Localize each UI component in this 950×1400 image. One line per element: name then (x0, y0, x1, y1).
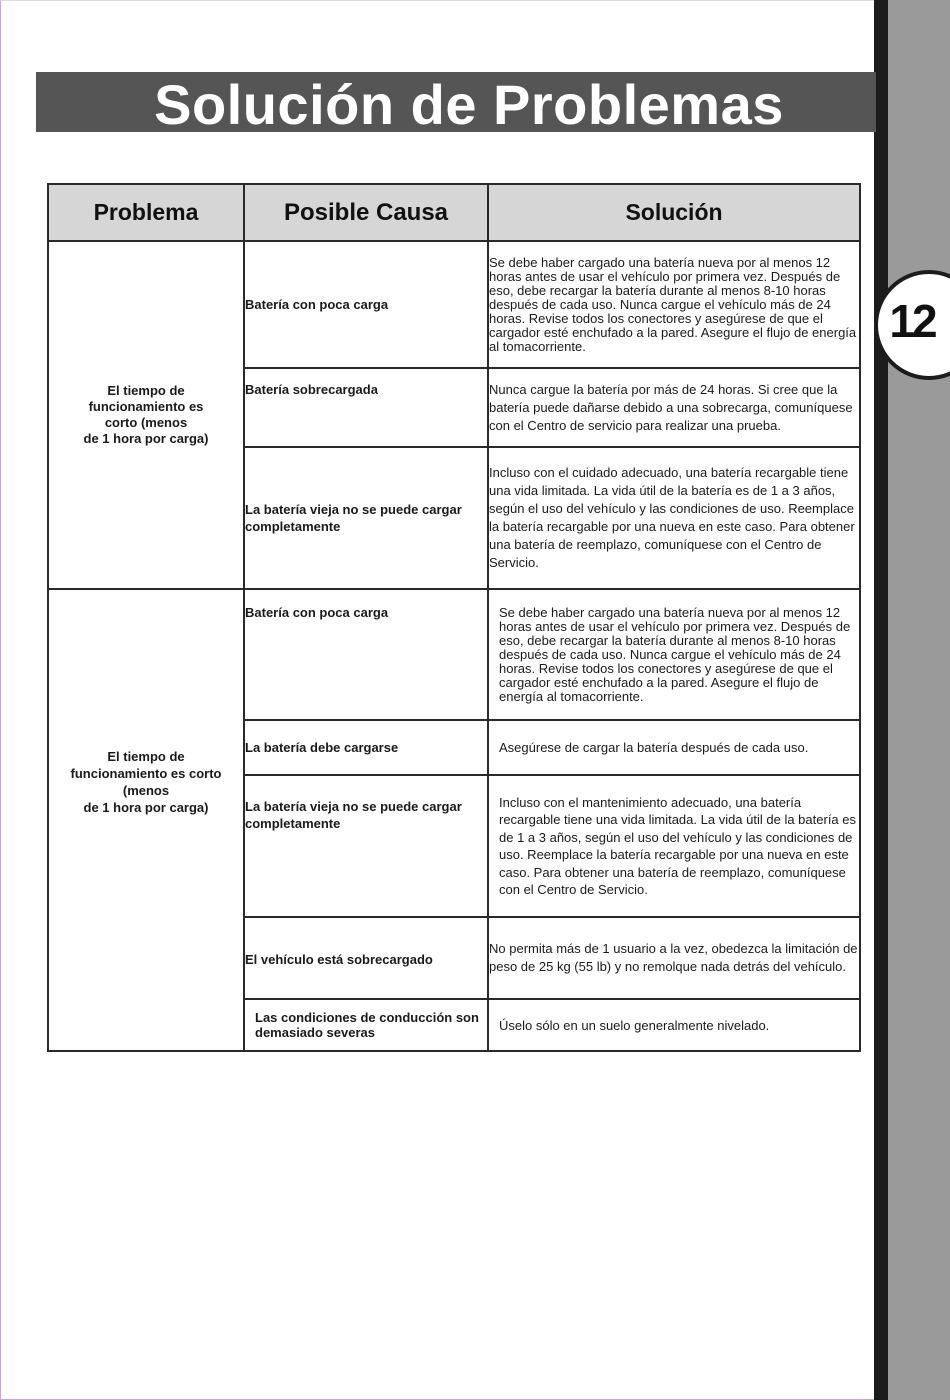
problem-line: corto (menos (104, 415, 188, 430)
problem-line: El tiempo de (107, 749, 185, 764)
solution-cell: Se debe haber cargado una batería nueva por al menos 12 horas antes de usar el vehículo por primera vez. Después de eso, debe recargar la batería durante al menos 8-10 horas después de cada uso. Nunca cargue el vehículo más de 24 horas. Revise todos los conectores y asegúrese de que el cargador esté enchufado a la pared. Asegure el flujo de energía al tomacorriente. (488, 241, 860, 368)
header-solution: Solución (488, 184, 860, 241)
cause-cell: Batería con poca carga (244, 589, 488, 720)
solution-cell: Incluso con el mantenimiento adecuado, una batería recargable tiene una vida limitada. La vida útil de la batería es de 1 a 3 años, según el uso del vehículo y las condiciones de uso. Reemplace la batería recargable por una nueva en este caso. Para obtener una batería de reemplazo, comuníquese con el Centro de Servicio. (488, 775, 860, 917)
problem-cell (48, 241, 244, 589)
solution-cell: Asegúrese de cargar la batería después de cada uso. (488, 720, 860, 775)
solution-cell: No permita más de 1 usuario a la vez, obedezca la limitación de peso de 25 kg (55 lb) y no remolque nada detrás del vehículo. (488, 917, 860, 999)
solution-cell: Incluso con el cuidado adecuado, una batería recargable tiene una vida limitada. La vida útil de la batería es de 1 a 3 años, según el uso del vehículo y las condiciones de uso. Reemplace la batería recargable por una nueva en este caso. Para obtener una batería de reemplazo, comuníquese con el Centro de Servicio. (488, 447, 860, 589)
cause-cell: La batería vieja no se puede cargar completamente (244, 775, 488, 917)
page-title: Solución de Problemas (154, 73, 784, 136)
cause-cell: Las condiciones de conducción son demasiado severas (244, 999, 488, 1051)
table-row (48, 241, 860, 368)
problem-line: El tiempo de (107, 383, 185, 398)
solution-cell: Nunca cargue la batería por más de 24 horas. Si cree que la batería puede dañarse debido a una sobrecarga, comuníquese con el Centro de servicio para realizar una prueba. (488, 368, 860, 447)
side-divider (874, 0, 888, 1400)
cause-cell: Batería con poca carga (244, 241, 488, 368)
cause-cell: Batería sobrecargada (244, 368, 488, 447)
troubleshooting-table (47, 183, 861, 1052)
chapter-number: 12 (889, 295, 935, 347)
problem-cell (48, 589, 244, 1051)
problem-line: (menos (122, 783, 170, 798)
cause-cell: La batería vieja no se puede cargar completamente (244, 447, 488, 589)
solution-cell: Úselo sólo en un suelo generalmente nivelado. (488, 999, 860, 1051)
cause-cell: El vehículo está sobrecargado (244, 917, 488, 999)
problem-line: de 1 hora por carga) (83, 800, 209, 815)
table-header-row (48, 184, 860, 241)
table-row (48, 589, 860, 720)
cause-cell: La batería debe cargarse (244, 720, 488, 775)
side-strip (888, 0, 950, 1400)
problem-line: de 1 hora por carga) (83, 431, 209, 446)
header-cause: Posible Causa (244, 184, 488, 241)
problem-line: funcionamiento es (88, 399, 204, 414)
problem-line: funcionamiento es corto (70, 766, 222, 781)
solution-cell: Se debe haber cargado una batería nueva por al menos 12 horas antes de usar el vehículo por primera vez. Después de eso, debe recargar la batería durante al menos 8-10 horas después de cada uso. Nunca cargue el vehículo más de 24 horas. Revise todos los conectores y asegúrese de que el cargador esté enchufado a la pared. Asegure el flujo de energía al tomacorriente. (488, 589, 860, 720)
header-problem: Problema (48, 184, 244, 241)
